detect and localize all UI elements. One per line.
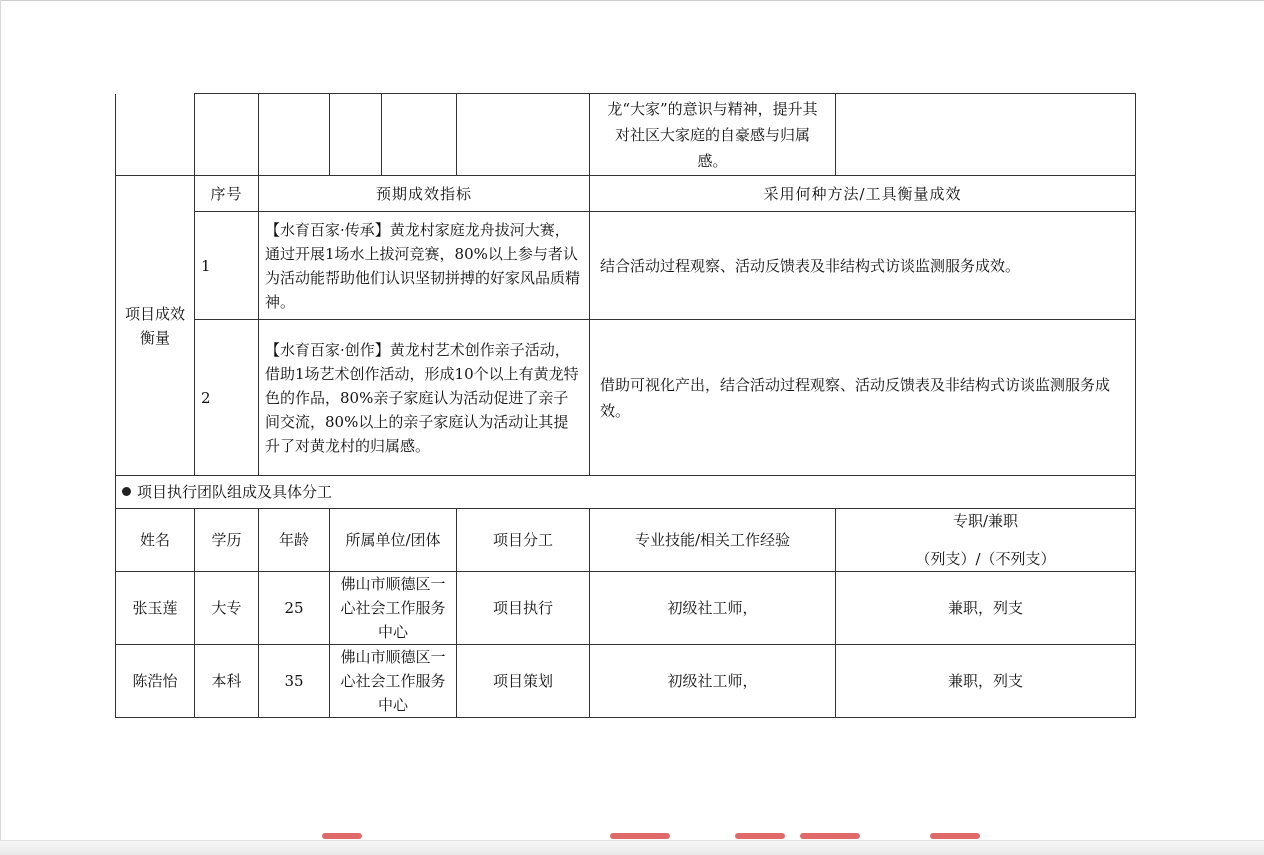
- stamp-fragment: [610, 833, 670, 839]
- effect-seq: 1: [195, 212, 259, 320]
- effect-row: [116, 320, 1136, 476]
- team-section-title-cell: [116, 476, 1136, 509]
- member-skill: 初级社工师，: [590, 645, 836, 718]
- header-type: [836, 509, 1136, 572]
- effect-indicator: 【水育百家·创作】黄龙村艺术创作亲子活动，借助1场艺术创作活动，形成10个以上有黄龙特色的作品，80%亲子家庭认为活动促进了亲子间交流，80%以上的亲子家庭认为活动让其提升了对黄龙村的归属感。: [259, 320, 590, 476]
- team-member-row: [116, 572, 1136, 645]
- continuation-row: [116, 94, 1136, 176]
- cont-cell-5: [382, 94, 457, 176]
- member-name: 陈浩怡: [116, 645, 195, 718]
- continuation-text: 龙“大家”的意识与精神，提升其对社区大家庭的自豪感与归属感。: [590, 94, 836, 176]
- header-age: 年龄: [259, 509, 330, 572]
- effect-method: 结合活动过程观察、活动反馈表及非结构式访谈监测服务成效。: [590, 212, 1136, 320]
- header-org: 所属单位/团体: [330, 509, 457, 572]
- stamp-fragment: [322, 833, 362, 839]
- cont-cell-3: [259, 94, 330, 176]
- cont-cell-1: [116, 94, 195, 176]
- member-role: 项目策划: [457, 645, 590, 718]
- member-education: 大专: [195, 572, 259, 645]
- member-role: 项目执行: [457, 572, 590, 645]
- team-member-row: [116, 645, 1136, 718]
- member-type: 兼职，列支: [836, 572, 1136, 645]
- page-top-edge: [0, 0, 1264, 1]
- effects-side-label-line2: 衡量: [139, 328, 170, 347]
- header-skill: 专业技能/相关工作经验: [590, 509, 836, 572]
- effects-header-row: [116, 176, 1136, 212]
- member-education: 本科: [195, 645, 259, 718]
- effect-row: [116, 212, 1136, 320]
- team-section-row: [116, 476, 1136, 509]
- application-form-table: [115, 93, 1136, 718]
- effects-side-label: [116, 176, 195, 476]
- page-left-edge: [0, 0, 1, 854]
- effect-method: 借助可视化产出，结合活动过程观察、活动反馈表及非结构式访谈监测服务成效。: [590, 320, 1136, 476]
- member-org: 佛山市顺德区一心社会工作服务中心: [330, 645, 457, 718]
- member-age: 35: [259, 645, 330, 718]
- team-header-row: [116, 509, 1136, 572]
- member-type: 兼职，列支: [836, 645, 1136, 718]
- header-indicator: 预期成效指标: [259, 176, 590, 212]
- cont-cell-6: [457, 94, 590, 176]
- cont-cell-4: [330, 94, 382, 176]
- member-age: 25: [259, 572, 330, 645]
- header-education: 学历: [195, 509, 259, 572]
- effect-seq: 2: [195, 320, 259, 476]
- header-type-bottom: （列支）/（不列支）: [915, 550, 1056, 568]
- team-section-title: 项目执行团队组成及具体分工: [137, 483, 333, 501]
- page-bottom-edge: [0, 840, 1264, 855]
- member-org: 佛山市顺德区一心社会工作服务中心: [330, 572, 457, 645]
- member-skill: 初级社工师，: [590, 572, 836, 645]
- header-name: 姓名: [116, 509, 195, 572]
- bullet-icon: [122, 487, 131, 496]
- cont-cell-2: [195, 94, 259, 176]
- stamp-fragment: [735, 833, 785, 839]
- header-method: 采用何种方法/工具衡量成效: [590, 176, 1136, 212]
- effect-indicator: 【水育百家·传承】黄龙村家庭龙舟拔河大赛，通过开展1场水上拔河竞赛，80%以上参与者认为活动能帮助他们认识坚韧拼搏的好家风品质精神。: [259, 212, 590, 320]
- header-seq: 序号: [195, 176, 259, 212]
- effects-side-label-line1: 项目成效: [124, 304, 185, 323]
- stamp-fragment: [930, 833, 980, 839]
- member-name: 张玉莲: [116, 572, 195, 645]
- header-type-top: 专职/兼职: [952, 512, 1019, 530]
- cont-cell-8: [836, 94, 1136, 176]
- header-role: 项目分工: [457, 509, 590, 572]
- stamp-fragment: [800, 833, 860, 839]
